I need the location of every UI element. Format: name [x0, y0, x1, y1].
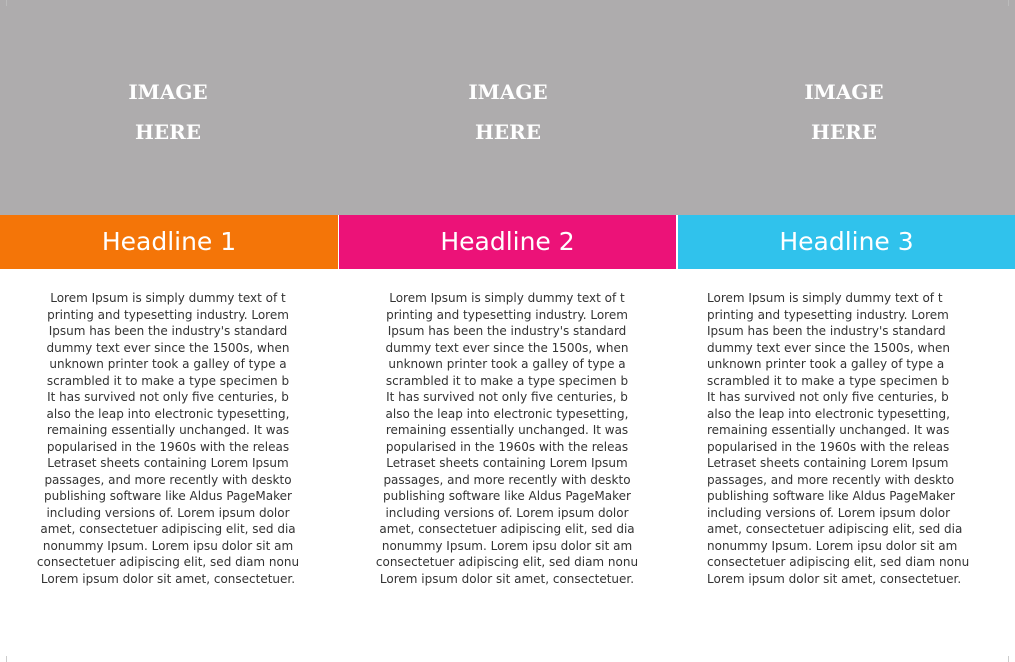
body-line: consectetuer adipiscing elit, sed diam nonu: [375, 555, 639, 569]
body-line: scrambled it to make a type specimen b: [707, 373, 950, 388]
placeholder-line: IMAGE: [128, 80, 208, 104]
body-line: publishing software like Aldus PageMaker: [707, 489, 955, 503]
body-line: Lorem ipsum dolor sit amet, consectetuer.: [40, 571, 296, 586]
crop-mark-top-right: [1008, 0, 1015, 6]
image-placeholder-3: [744, 72, 944, 152]
crop-mark-bottom-right: [1008, 656, 1015, 662]
body-line: dummy text ever since the 1500s, when: [385, 340, 629, 355]
body-line: Letraset sheets containing Lorem Ipsum: [47, 456, 289, 470]
body-line: consectetuer adipiscing elit, sed diam nonu: [707, 555, 970, 569]
placeholder-line: HERE: [134, 120, 201, 144]
body-line: printing and typesetting industry. Lorem: [386, 307, 628, 322]
body-line: also the leap into electronic typesetting,: [385, 406, 629, 421]
body-line: Lorem Ipsum is simply dummy text of t: [50, 291, 286, 305]
body-line: Lorem ipsum dolor sit amet, consectetuer.: [707, 571, 962, 586]
body-line: popularised in the 1960s with the releas: [46, 439, 290, 454]
headline-3: Headline 3: [678, 215, 1015, 269]
body-line: nonummy Ipsum. Lorem ipsu dolor sit am: [707, 538, 958, 553]
body-line: Lorem Ipsum is simply dummy text of t: [707, 291, 943, 305]
body-line: unknown printer took a galley of type a: [388, 357, 626, 371]
body-line: also the leap into electronic typesetting,: [46, 406, 290, 421]
body-text-2: [362, 290, 652, 587]
body-line: Letraset sheets containing Lorem Ipsum: [707, 456, 949, 470]
body-line: printing and typesetting industry. Lorem: [707, 307, 949, 322]
body-line: nonummy Ipsum. Lorem ipsu dolor sit am: [42, 538, 294, 553]
body-line: Ipsum has been the industry's standard: [707, 324, 946, 338]
body-line: It has survived not only five centuries, b: [47, 390, 289, 404]
image-placeholder-2: [408, 72, 608, 152]
body-line: dummy text ever since the 1500s, when: [46, 340, 290, 355]
body-line: passages, and more recently with deskto: [707, 472, 955, 487]
placeholder-line: HERE: [810, 120, 877, 144]
body-line: scrambled it to make a type specimen b: [46, 373, 290, 388]
body-line: Ipsum has been the industry's standard: [48, 324, 288, 338]
body-line: printing and typesetting industry. Lorem: [47, 307, 289, 322]
body-line: amet, consectetuer adipiscing elit, sed dia: [379, 522, 635, 536]
body-line: It has survived not only five centuries, b: [707, 390, 949, 404]
placeholder-line: IMAGE: [804, 80, 884, 104]
placeholder-line: IMAGE: [468, 80, 548, 104]
body-line: Letraset sheets containing Lorem Ipsum: [386, 456, 628, 470]
image-placeholder-1: [68, 72, 268, 152]
body-line: unknown printer took a galley of type a: [49, 357, 287, 371]
body-line: Lorem ipsum dolor sit amet, consectetuer.: [379, 571, 635, 586]
body-line: remaining essentially unchanged. It was: [707, 423, 950, 437]
body-line: including versions of. Lorem ipsum dolor: [707, 505, 951, 520]
body-line: including versions of. Lorem ipsum dolor: [46, 505, 290, 520]
body-line: Ipsum has been the industry's standard: [387, 324, 627, 338]
body-line: dummy text ever since the 1500s, when: [707, 340, 950, 355]
body-line: publishing software like Aldus PageMaker: [383, 489, 631, 503]
crop-mark-bottom-left: [0, 656, 7, 662]
body-line: nonummy Ipsum. Lorem ipsu dolor sit am: [381, 538, 633, 553]
headline-1: Headline 1: [0, 215, 338, 269]
body-line: It has survived not only five centuries, b: [386, 390, 628, 404]
headline-2: Headline 2: [339, 215, 676, 269]
body-line: consectetuer adipiscing elit, sed diam nonu: [36, 555, 300, 569]
body-line: publishing software like Aldus PageMaker: [44, 489, 292, 503]
crop-mark-top-left: [0, 0, 7, 6]
body-line: Lorem Ipsum is simply dummy text of t: [389, 291, 625, 305]
body-line: also the leap into electronic typesetting,: [707, 406, 950, 421]
body-line: remaining essentially unchanged. It was: [385, 423, 629, 437]
body-line: popularised in the 1960s with the releas: [707, 439, 950, 454]
body-line: scrambled it to make a type specimen b: [385, 373, 629, 388]
body-line: passages, and more recently with deskto: [44, 472, 292, 487]
body-line: popularised in the 1960s with the releas: [385, 439, 629, 454]
body-line: remaining essentially unchanged. It was: [46, 423, 290, 437]
body-line: amet, consectetuer adipiscing elit, sed dia: [40, 522, 296, 536]
body-text-1: [23, 290, 313, 587]
placeholder-line: HERE: [474, 120, 541, 144]
body-line: unknown printer took a galley of type a: [707, 357, 945, 371]
body-line: including versions of. Lorem ipsum dolor: [385, 505, 629, 520]
body-text-3: [707, 290, 997, 587]
body-line: passages, and more recently with deskto: [383, 472, 631, 487]
body-line: amet, consectetuer adipiscing elit, sed dia: [707, 522, 963, 536]
